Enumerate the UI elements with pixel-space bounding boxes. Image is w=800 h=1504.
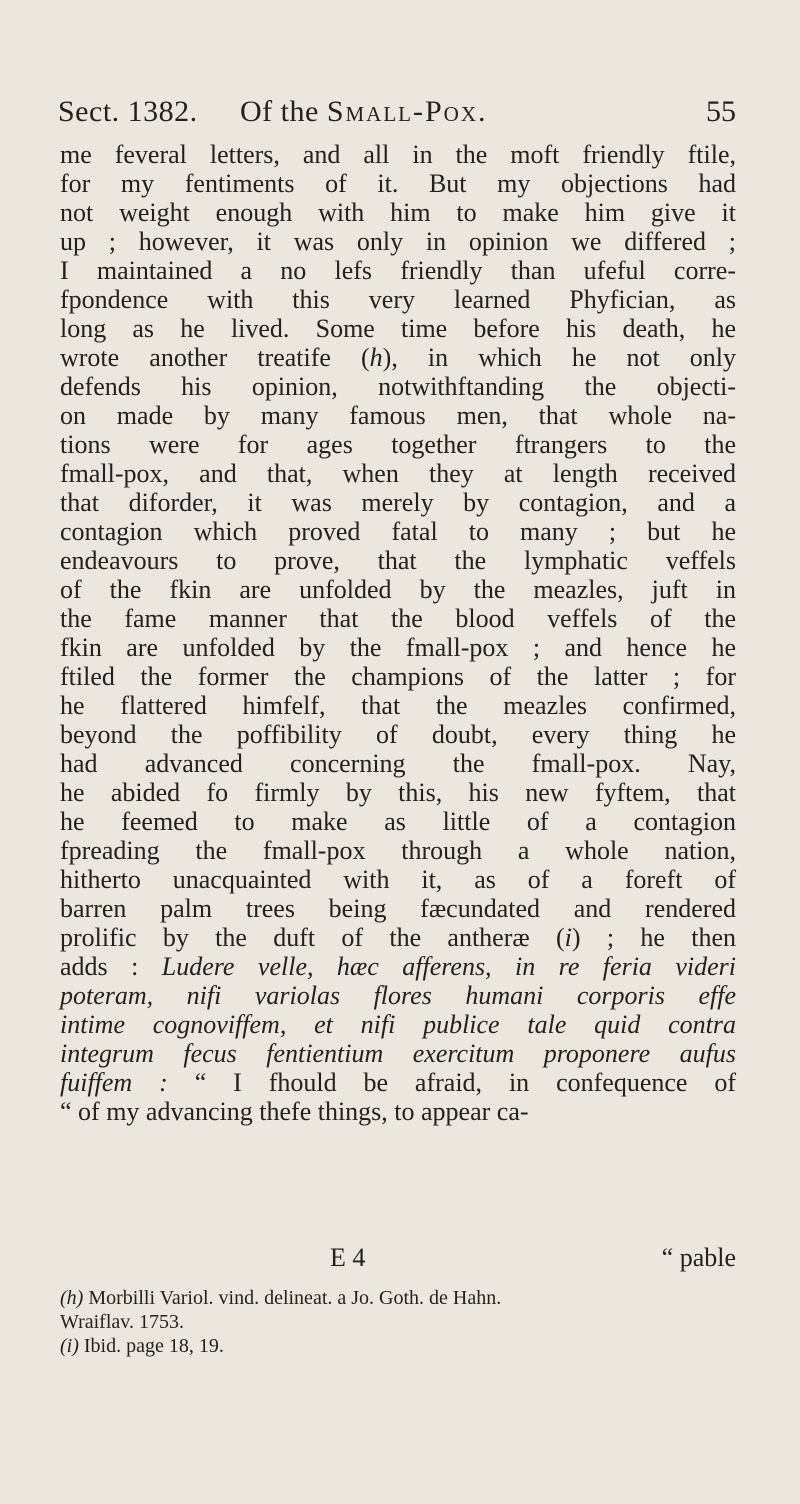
body-text	[60, 140, 736, 1126]
text-segment: he feemed to make as little of a contagion	[60, 807, 736, 836]
text-line	[60, 633, 736, 662]
text-segment: adds :	[60, 952, 162, 981]
text-segment: prolific by the duft of the antheræ (	[60, 923, 565, 952]
text-segment: poteram, nifi variolas flores humani corporis effe	[60, 981, 736, 1010]
text-line	[60, 169, 736, 198]
text-line	[60, 256, 736, 285]
text-segment: the fame manner that the blood veffels of the	[60, 604, 736, 633]
text-line	[60, 401, 736, 430]
footnotes	[60, 1286, 736, 1358]
text-line	[60, 430, 736, 459]
running-header	[58, 92, 736, 132]
footnote-mark: (i)	[60, 1335, 79, 1357]
signature-line	[60, 1243, 736, 1272]
signature-mark: E 4	[330, 1243, 366, 1272]
text-line	[60, 923, 736, 952]
text-segment: ftiled the former the champions of the latter ; for	[60, 662, 736, 691]
text-line	[60, 285, 736, 314]
footnote-mark: (h)	[60, 1287, 84, 1309]
text-line	[60, 836, 736, 865]
text-segment: wrote another treatife (	[60, 343, 370, 372]
text-segment: integrum fecus fentientium exercitum proponere aufus	[60, 1039, 736, 1068]
text-segment: barren palm trees being fæcundated and rendered	[60, 894, 736, 923]
text-line	[60, 981, 736, 1010]
text-segment: “ I fhould be afraid, in confequence of	[194, 1068, 736, 1097]
text-segment: fpreading the fmall-pox through a whole nation,	[60, 836, 736, 865]
text-segment: fuiffem :	[60, 1068, 195, 1097]
running-title-prefix: Of the	[240, 95, 319, 128]
text-line	[60, 1010, 736, 1039]
text-segment: me feveral letters, and all in the moft friendly ftile,	[60, 140, 736, 169]
text-line	[60, 778, 736, 807]
text-line	[60, 807, 736, 836]
text-segment: defends his opinion, notwithftanding the objecti-	[60, 372, 736, 401]
text-line	[60, 952, 736, 981]
text-line	[60, 1097, 736, 1126]
text-segment: he flattered himfelf, that the meazles confirmed,	[60, 691, 736, 720]
text-line	[60, 546, 736, 575]
section-number: Sect. 1382.	[58, 95, 198, 128]
text-segment: contagion which proved fatal to many ; but he	[60, 517, 736, 546]
text-line	[60, 227, 736, 256]
text-segment: up ; however, it was only in opinion we differed ;	[60, 227, 736, 256]
text-segment: ), in which he not only	[382, 343, 736, 372]
text-line	[60, 1068, 736, 1097]
footnote-text: Ibid. page 18, 19.	[83, 1335, 224, 1357]
text-line	[60, 865, 736, 894]
text-line	[60, 314, 736, 343]
footnote	[60, 1334, 736, 1358]
text-line	[60, 575, 736, 604]
text-segment: intime cognoviffem, et nifi publice tale quid contra	[60, 1010, 736, 1039]
text-segment: i	[564, 923, 572, 952]
text-line	[60, 720, 736, 749]
text-segment: beyond the poffibility of doubt, every thing he	[60, 720, 736, 749]
text-line	[60, 517, 736, 546]
page-number: 55	[706, 95, 736, 128]
footnote-text: Wraiflav. 1753.	[60, 1311, 184, 1333]
text-segment: tions were for ages together ftrangers to the	[60, 430, 736, 459]
text-segment: hitherto unacquainted with it, as of a foreft of	[60, 865, 736, 894]
catchword: “ pable	[661, 1243, 736, 1272]
text-line	[60, 691, 736, 720]
text-segment: I maintained a no lefs friendly than ufeful corre-	[60, 256, 736, 285]
text-segment: fmall-pox, and that, when they at length received	[60, 459, 736, 488]
text-segment: had advanced concerning the fmall-pox. Nay,	[60, 749, 736, 778]
text-line	[60, 662, 736, 691]
footnote-text: Morbilli Variol. vind. delineat. a Jo. Goth. de Hahn.	[88, 1287, 502, 1309]
text-segment: not weight enough with him to make him give it	[60, 198, 736, 227]
running-title-smallcaps: Small-Pox.	[326, 95, 488, 128]
text-segment: h	[369, 343, 383, 372]
text-segment: of the fkin are unfolded by the meazles, juft in	[60, 575, 736, 604]
text-line	[60, 198, 736, 227]
text-line	[60, 1039, 736, 1068]
text-segment: “ of my advancing thefe things, to appear ca-	[60, 1097, 529, 1126]
text-segment: Ludere velle, hæc afferens, in re feria videri	[161, 952, 737, 981]
text-segment: he abided fo firmly by this, his new fyftem, that	[60, 778, 736, 807]
text-segment: ) ; he then	[571, 923, 736, 952]
text-segment: endeavours to prove, that the lymphatic veffels	[60, 546, 736, 575]
text-line	[60, 488, 736, 517]
text-line	[60, 343, 736, 372]
text-line	[60, 749, 736, 778]
text-segment: fkin are unfolded by the fmall-pox ; and hence he	[60, 633, 736, 662]
text-segment: on made by many famous men, that whole na-	[60, 401, 736, 430]
text-segment: that diforder, it was merely by contagion, and a	[60, 488, 736, 517]
text-segment: fpondence with this very learned Phyfician, as	[60, 285, 736, 314]
text-line	[60, 894, 736, 923]
running-title	[240, 92, 488, 132]
footnote	[60, 1310, 736, 1334]
text-line	[60, 459, 736, 488]
footnote	[60, 1286, 736, 1310]
text-line	[60, 372, 736, 401]
text-segment: for my fentiments of it. But my objections had	[60, 169, 736, 198]
text-segment: long as he lived. Some time before his death, he	[60, 314, 736, 343]
text-line	[60, 604, 736, 633]
text-line	[60, 140, 736, 169]
